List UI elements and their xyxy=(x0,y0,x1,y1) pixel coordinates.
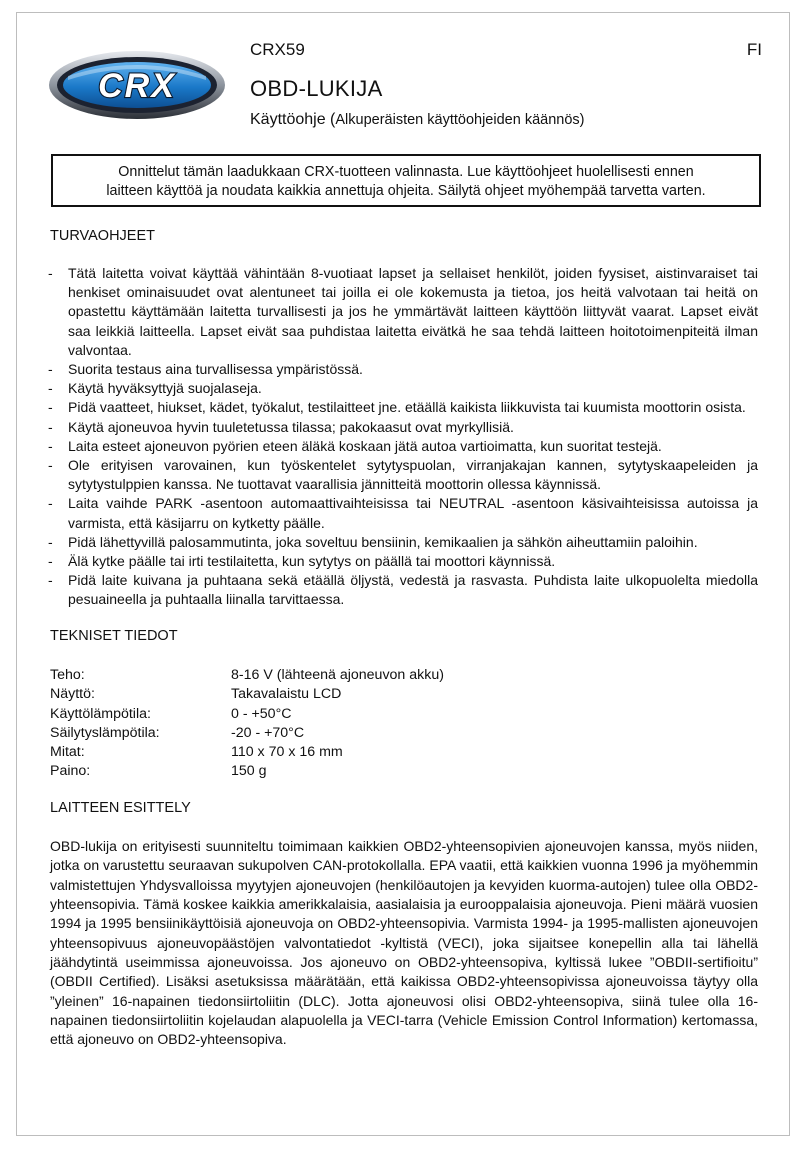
description-heading: LAITTEEN ESITTELY xyxy=(50,800,191,816)
subtitle-translation-note: Alkuperäisten käyttöohjeiden käännös) xyxy=(335,112,585,128)
intro-box xyxy=(51,154,761,207)
safety-item xyxy=(48,494,758,532)
bullet-dash: - xyxy=(48,572,53,589)
bullet-dash: - xyxy=(48,418,53,435)
safety-item xyxy=(48,379,758,398)
spec-value: 110 x 70 x 16 mm xyxy=(231,744,343,761)
bullet-dash: - xyxy=(48,553,53,570)
safety-item xyxy=(48,533,758,552)
safety-item xyxy=(48,360,758,379)
spec-row xyxy=(50,705,444,724)
spec-label: Mitat: xyxy=(50,744,85,761)
safety-item-text: Pidä laite kuivana ja puhtaana sekä etäällä öljystä, vedestä ja rasvasta. Puhdista laite ulkopuolelta miedolla pesuaineella ja puhtaalla liinalla tarvittaessa. xyxy=(68,572,758,608)
spec-value: 0 - +50°C xyxy=(231,705,292,722)
spec-row xyxy=(50,685,444,704)
safety-item xyxy=(48,456,758,494)
logo-text: CRX xyxy=(98,67,176,105)
safety-item xyxy=(48,552,758,571)
safety-list xyxy=(48,264,758,610)
spec-label: Teho: xyxy=(50,667,85,683)
specs-heading: TEKNISET TIEDOT xyxy=(50,628,178,644)
safety-item-text: Laita vaihde PARK -asentoon automaattivaihteisissa tai NEUTRAL -asentoon käsivaihteisissa autoissa ja varmista, että käsijarru on kytketty päälle. xyxy=(68,495,758,531)
safety-item xyxy=(48,398,758,417)
safety-item-text: Käytä ajoneuvoa hyvin tuuletetussa tilassa; pakokaasut ovat myrkyllisiä. xyxy=(68,418,514,435)
spec-label: Paino: xyxy=(50,763,91,780)
spec-row xyxy=(50,666,444,685)
safety-heading: TURVAOHJEET xyxy=(50,228,156,244)
spec-value: Takavalaistu LCD xyxy=(231,686,342,703)
bullet-dash: - xyxy=(48,533,53,550)
safety-item xyxy=(48,437,758,456)
safety-item xyxy=(48,571,758,609)
page-title: OBD-LUKIJA xyxy=(250,76,383,101)
specs-table xyxy=(50,666,444,782)
bullet-dash: - xyxy=(48,437,53,454)
spec-label: Käyttölämpötila: xyxy=(50,705,151,722)
description-text: OBD-lukija on erityisesti suunniteltu toimimaan kaikkien OBD2-yhteensopivien ajoneuvojen kanssa, myös niiden, jotka on varustettu seuraavan sukupolven CAN-protokollalla. EPA vaatii, että kaikkien vuonna 1996 ja myöhemmin valmistettujen Yhdysvalloissa myytyjen ajoneuvojen (henkilöautojen ja kevyiden kuorma-autojen) tulee olla OBD2-yhteensopivia. Tämä koskee kaikkia amerikkalaisia, aasialaisia ja eurooppalaisia ajoneuvoja. Pieni määrä vuosien 1994 ja 1995 bensiinikäyttöisiä ajoneuvoja on OBD2-yhteensopivia. Varmista 1994- ja 1995-mallisten ajoneuvojen yhteensopivuus ajoneuvopäästöjen valvontatiedot -kyltistä (VECI), joka sijaitsee konepellin alla tai lähellä jäähdytintä useimmissa ajoneuvoissa. Jos ajoneuvo on OBD2-yhteensopiva, kyltissä lukee ”OBDII-sertifioitu” (OBDII Certified). Lisäksi asetuksissa määrätään, että kaikissa OBD2-yhteensopivissa ajoneuvoissa täytyy olla ”yleinen” 16-napainen tiedonsiirtoliitin (DLC). Jotta ajoneuvosi olisi OBD2-yhteensopiva, siinä tulee olla 16-napainen tiedonsiirtoliitin kojelaudan alapuolella ja VECI-tarra (Vehicle Emission Control Information) kertomassa, että ajoneuvo on OBD2-yhteensopiva. xyxy=(50,838,758,1048)
safety-item-text: Käytä hyväksyttyjä suojalaseja. xyxy=(68,380,262,397)
safety-item-text: Suorita testaus aina turvallisessa ympäristössä. xyxy=(68,361,363,378)
subtitle-main: Käyttöohje ( xyxy=(250,111,336,128)
safety-item-text: Ole erityisen varovainen, kun työskentelet sytytyspuolan, virranjakajan kannen, sytytyskaapeleiden ja sytytystulppien kanssa. Ne tuottavat vaarallisia jännitteitä moottorin ollessa käynnissä. xyxy=(68,457,758,493)
safety-item xyxy=(48,264,758,360)
bullet-dash: - xyxy=(48,361,53,378)
spec-row xyxy=(50,762,444,781)
bullet-dash: - xyxy=(48,380,53,397)
safety-item-text: Pidä vaatteet, hiukset, kädet, työkalut, testilaitteet jne. etäällä kaikista liikkuvista tai kuumista moottorin osista. xyxy=(68,399,746,416)
intro-line-1: Onnittelut tämän laadukkaan CRX-tuotteen valinnasta. Lue käyttöohjeet huolellisesti ennen xyxy=(118,164,694,180)
safety-item-text: Pidä lähettyvillä palosammutinta, joka soveltuu bensiinin, kemikaalien ja sähkön aiheuttamiin paloihin. xyxy=(68,533,698,550)
intro-line-2: laitteen käyttöä ja noudata kaikkia annettuja ohjeita. Säilytä ohjeet myöhempää tarvetta varten. xyxy=(106,183,706,199)
model-number: CRX59 xyxy=(250,40,305,59)
safety-item xyxy=(48,418,758,437)
crx-logo xyxy=(48,50,226,120)
safety-item-text: Älä kytke päälle tai irti testilaitetta, kun sytytys on päällä tai moottori käynnissä. xyxy=(68,553,556,570)
spec-value: 150 g xyxy=(231,763,267,780)
page-subtitle xyxy=(250,111,584,129)
bullet-dash: - xyxy=(48,495,53,512)
spec-value: -20 - +70°C xyxy=(231,724,305,741)
spec-row xyxy=(50,743,444,762)
spec-label: Säilytyslämpötila: xyxy=(50,724,160,741)
bullet-dash: - xyxy=(48,265,53,281)
spec-label: Näyttö: xyxy=(50,686,95,703)
bullet-dash: - xyxy=(48,457,53,474)
safety-item-text: Tätä laitetta voivat käyttää vähintään 8-vuotiaat lapset ja sellaiset henkilöt, joiden fyysiset, aistinvaraiset tai henkiset ominaisuudet ovat alentuneet tai joilla ei ole kokemusta ja tietoa, jos heitä valvotaan tai heitä on opastettu käyttämään laitetta turvallisesti ja jos he ymmärtävät laitteen käyttöön liittyvät vaarat. Lapset eivät saa leikkiä laitteella. Lapset eivät saa puhdistaa laitetta eivätkä he saa tehdä laitteen hoitotoimenpiteitä ilman valvontaa. xyxy=(68,265,758,358)
language-code: FI xyxy=(746,40,762,59)
spec-value: 8-16 V (lähteenä ajoneuvon akku) xyxy=(231,667,444,683)
bullet-dash: - xyxy=(48,399,53,416)
spec-row xyxy=(50,724,444,743)
safety-item-text: Laita esteet ajoneuvon pyörien eteen äläkä koskaan jätä autoa vartioimatta, kun suoritat testejä. xyxy=(68,437,662,454)
